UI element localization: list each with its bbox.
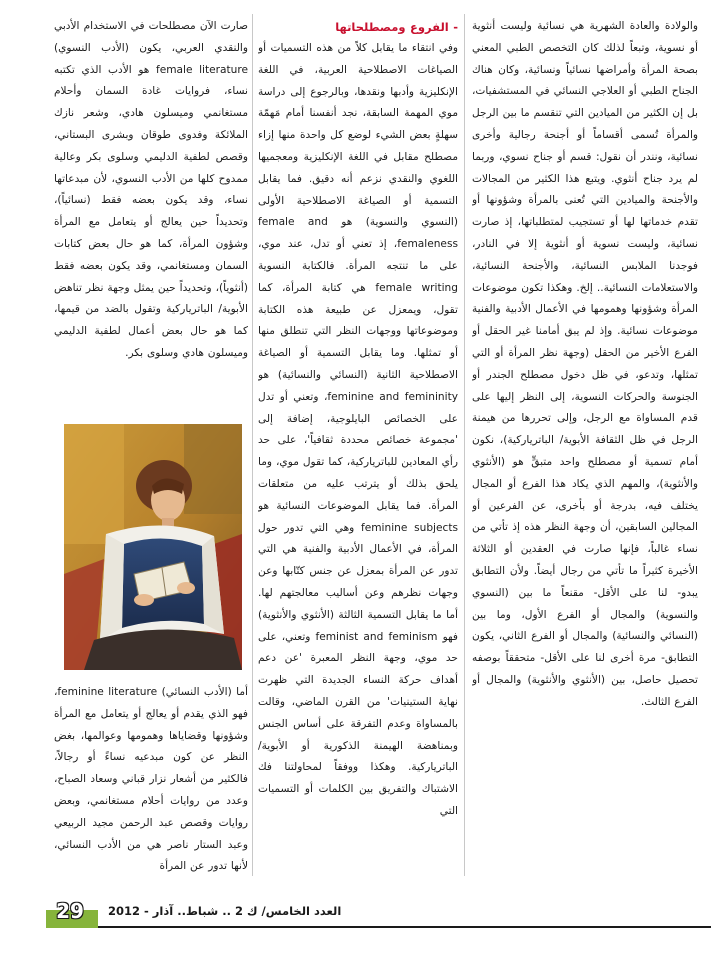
article-column-middle [258, 16, 458, 896]
woman-reading-painting [64, 424, 242, 670]
issue-info: العدد الخامس/ ك 2 .. شباط.. آذار - 2012 [108, 904, 342, 918]
painting-illustration [64, 424, 242, 670]
left-column-bottom-text: أما (الأدب النسائي) feminine literature، فهو الذي يقدم أو يعالج أو يتعامل مع المرأة وشؤونها وقضاياها وهمومها وعوالمها، بغض النظر عن كون مبدعيه نساءً أو رجالاً، فالكثير من أشعار نزار قباني وسعاد الصباح، وعدد من روايات أحلام مستغانمي، وبعض روايات وقصص عبد الرحمن مجيد الربيعي وعبد الستار ناصر هي من الأدب النسائي، لأنها تدور عن المرأة [54, 686, 248, 873]
middle-column-text: وفي انتقاء ما يقابل كلاً من هذه التسميات أو الصياغات الاصطلاحية العربية، في اللغة الإنكليزية وأدبها ونقدها، وبالرجوع إلى دراسة موي المهمة السابقة، نجد أنفسنا أمام مَهمّة سهلةٍ بعض الشيء لوضع كل واحدة منها إزاء مصطلح مقابل في اللغة الإنكليزية ومعجميها اللغوي والنقدي نزعم أنه دقيق. فما يقابل التسمية أو الصياغة الاصطلاحية الأولى (النسوي والنسوية) هو female and femaleness، إذ تعني أو تدل، عند موي، على ما تنتجه المرأة. فالكتابة النسوية female writing هي كتابة المرأة، كما تقول، ويمعزل عن طبيعة هذه الكتابة وموضوعاتها ووجهات النظر التي تنطلق منها أو تمثلها. وما يقابل التسمية أو الصياغة الاصطلاحية الثانية (النسائي والنسائية) هو feminine and femininity، وتعني أو تدل على الخصائص البايلوجية، إضافة إلى 'مجموعة خصائص محددة ثقافياً'، على حد رأي المعادين للباترياركية، كما تقول موي، وما يلحق بذلك أو يترتب عليه من متعلقات المرأة. فما يقابل الموضوعات النسائية هو feminine subjects وهي التي تدور حول المرأة، في الأعمال الأدبية والفنية هي التي تدور عن المرأة بمعزل عن جنس كتّابها وعن وجهات نظرهم وعن أساليب معالجتهم لها. أما ما يقابل التسمية الثالثة (الأنثوي والأنثوية) فهو feminist and feminism وتعني، على حد موي، وجهة النظر المعبرة 'عن دعم أهداف حركة النساء الجديدة التي ظهرت نهاية الستينيات' من القرن الماضي، وقالت بالمساواة وعدم التفرقة على أساس الجنس وبمناهضة الهيمنة الذكورية أو الأبوية/ الباترياركية. وهكذا ووفقاً لمحاولتنا فك الاشتباك والتفريق بين الكلمات أو التسميات التي [258, 42, 458, 817]
footer-rule [96, 926, 711, 928]
article-column-left-bottom [54, 682, 248, 882]
page-number-badge [46, 896, 98, 928]
page-number: 29 [56, 899, 84, 923]
column-divider-right [464, 14, 465, 876]
left-column-top-text: صارت الآن مصطلحات في الاستخدام الأدبي والنقدي العربي، يكون (الأدب النسوي) female literature هو الأدب الذي تكتبه نساء، فروايات غادة السمان وأحلام مستغانمي وميسلون هادي، وشعر نازك الملائكة وفدوى طوقان وبشرى البستاني، وقصص لطفية الدليمي وسلوى بكر وعالية ممدوح كلها من الأدب النسوي، لأن مبدعاتها نساء، وقد يكون بعضه فقط (نسائياً)، وتحديداً حين يعالج أو يتعامل مع المرأة وشؤون المرأة، كما هو حال بعض كتابات السمان ومستغانمي، وقد يكون بعضه فقط (أنثوياً)، وتحديداً حين يمثل وجهة نظر تناهض الأبوية/ الباترياركية وتقول بالضد من قيمها، كما هو حال بعض أعمال لطفية الدليمي وميسلون هادي وسلوى بكر. [54, 20, 248, 359]
article-column-left-top [54, 16, 248, 416]
column-divider-left [252, 14, 253, 876]
right-column-text: والولادة والعادة الشهرية هي نسائية وليست أنثوية أو نسوية، وتبعاً لذلك كان التخصص الطبي المعني بصحة المرأة وأمراضها نسائياً ونسائية، وكان هناك الجناح الطبي أو العلاجي النسائي في المستشفيات، بل إن الكثير من الميادين التي تنقسم ما بين الرجل والمرأة تُسمى أقساماً أو أجنحة رجالية وأخرى نسائية، ونندر أن نقول: قسم أو جناح نسوي، وربما لم يرد جناح أنثوي. ويتبع هذا الكثير من المجالات والأجنحة والميادين التي تُعنى بالمرأة وشؤونها أو تقدم خدماتها لها أو تستجيب لمتطلباتها، إذ صارت نسائية، وليست نسوية أو أنثوية إلا في النادر، فوجدنا الملابس النسائية، والأجنحة النسائية، والاستعلامات النسائية.. إلخ. وهكذا تكون موضوعات المرأة وشؤونها وهمومها في الأعمال الأدبية والفنية موضوعات نسائية. وإذ لم يبق أمامنا غير الحقل أو الفرع الأخير من الحقل (وجهة نظر المرأة أو التي تمثلها، وتدعو، في ظل دخول مصطلح الجندر أو الجنوسة والحركات النسوية، إلى النظر إليها على قدم المساواة مع الرجل، وإلى تحررها من هيمنة الرجل في ظل الثقافة الأبوية/ الباترياركية)، نكون أمام تسمية أو مصطلح واحد متبقٍّ هو (الأنثوي والأنثوية)، والمهم الذي يكاد هذا الفرع أو المجال يختلف فيه، بدرجة أو بأخرى، عن الفرعين أو المجالين السابقين، أن وجهة النظر هذه إذ تأتي من نساء غالباً، فإنها صارت في العقدين أو الثلاثة الأخيرة كثيراً ما تأتي من رجال أيضاً. ولأن التطابق يبدو- لنا على الأقل- مقنعاً ما بين (النسوي والنسوية) والمجال أو الفرع الأول، وما بين (النسائي والنسائية) والمجال أو الفرع الثاني، يكون التطابق- مرة أخرى لنا على الأقل- متحققاً بوصفه تحصيل حاصل، بين (الأنثوي والأنثوية) والمجال أو الفرع الثالث. [472, 20, 698, 708]
article-column-right [472, 16, 698, 896]
section-heading: - الفروع ومصطلحاتها [335, 20, 458, 34]
